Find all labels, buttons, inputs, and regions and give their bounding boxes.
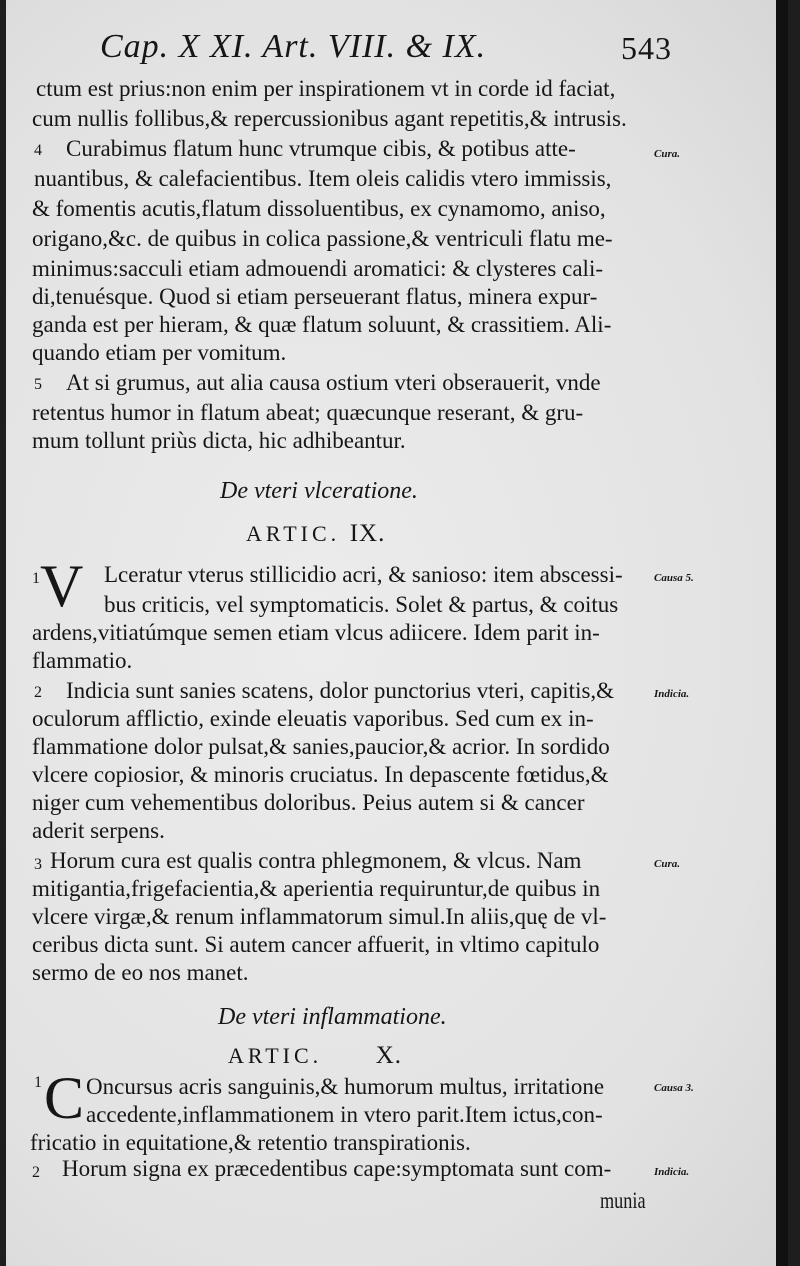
text-line: quando etiam per vomitum.	[32, 340, 287, 365]
text-line: Lceratur vterus stillicidio acri, & sanioso: item abscessi-	[104, 562, 623, 587]
paragraph-number: 1	[32, 570, 40, 587]
text-line: mitigantia,frigefacientia,& aperientia requiruntur,de quibus in	[32, 876, 601, 901]
text-line: origano,&c. de quibus in colica passione,& ventriculi flatu me-	[32, 226, 613, 251]
article-number: IX.	[349, 520, 386, 547]
margin-note: Causa 5.	[654, 572, 694, 584]
paragraph-number: 2	[34, 684, 42, 701]
paragraph-number: 3	[34, 856, 42, 873]
text-line: ganda est per hieram, & quæ flatum soluunt, & crassitiem. Ali-	[32, 312, 612, 337]
margin-note: Cura.	[654, 858, 680, 870]
text-line: vlcere copiosior, & minoris cruciatus. In depascente fœtidus,&	[32, 762, 609, 787]
text-line: niger cum vehementibus doloribus. Peius autem si & cancer	[32, 790, 585, 815]
catchword: munia	[600, 1188, 646, 1213]
margin-note: Causa 3.	[654, 1082, 694, 1094]
text-line: di,tenuésque. Quod si etiam perseuerant flatus, minera expur-	[32, 284, 598, 309]
text-line: flammatione dolor pulsat,& sanies,paucior,& acrior. In sordido	[32, 734, 610, 759]
section-heading: De vteri inflammatione.	[218, 1004, 447, 1030]
paragraph-number: 2	[32, 1164, 40, 1181]
paragraph-number: 4	[34, 142, 42, 159]
running-header	[100, 28, 670, 66]
text-line: ceribus dicta sunt. Si autem cancer affuerit, in vltimo capitulo	[32, 932, 600, 957]
article-label: ARTIC.	[246, 521, 341, 546]
text-line: Indicia sunt sanies scatens, dolor punctorius vteri, capitis,&	[66, 678, 615, 703]
text-line: nuantibus, & calefacientibus. Item oleis calidis vtero immissis,	[34, 166, 612, 191]
article-heading	[246, 520, 385, 548]
drop-cap: C	[44, 1065, 85, 1131]
paragraph-number: 1	[34, 1074, 42, 1091]
text-line: flammatio.	[32, 648, 133, 673]
paragraph-number: 5	[34, 376, 42, 393]
text-line: vlcere virgæ,& renum inflammatorum simul.In aliis,quę de vl-	[32, 904, 607, 929]
text-line: bus criticis, vel symptomaticis. Solet & partus, & coitus	[104, 592, 619, 617]
text-line: accedente,inflammationem in vtero parit.Item ictus,con-	[86, 1102, 603, 1127]
book-page	[6, 0, 788, 1266]
article-heading	[228, 1042, 402, 1070]
text-line: retentus humor in flatum abeat; quæcunque reserant, & gru-	[32, 400, 584, 425]
text-line: At si grumus, aut alia causa ostium vteri obserauerit, vnde	[66, 370, 601, 395]
text-line: aderit serpens.	[32, 818, 165, 843]
text-line: cum nullis follibus,& repercussionibus agant repetitis,& intrusis.	[32, 106, 627, 131]
text-line: Horum signa ex præcedentibus cape:symptomata sunt com-	[62, 1156, 612, 1181]
drop-cap: V	[40, 553, 84, 619]
page-edge-shadow	[776, 0, 788, 1266]
article-number: X.	[375, 1042, 402, 1069]
text-line: fricatio in equitatione,& retentio transpirationis.	[30, 1130, 471, 1155]
text-line: oculorum afflictio, exinde eleuatis vaporibus. Sed cum ex in-	[32, 706, 594, 731]
text-line: ardens,vitiatúmque semen etiam vlcus adiicere. Idem parit in-	[32, 620, 600, 645]
text-line: minimus:sacculi etiam admouendi aromatici: & clysteres cali-	[32, 256, 603, 281]
page-number: 543	[621, 30, 672, 66]
section-heading: De vteri vlceratione.	[220, 478, 418, 504]
text-line: & fomentis acutis,flatum dissoluentibus, ex cynamomo, aniso,	[32, 196, 606, 221]
text-line: mum tollunt priùs dicta, hic adhibeantur.	[32, 428, 406, 453]
text-line: Horum cura est qualis contra phlegmonem, & vlcus. Nam	[50, 848, 582, 873]
show-through-text	[336, 338, 341, 361]
margin-note: Cura.	[654, 148, 680, 160]
running-title: Cap. X XI. Art. VIII. & IX.	[100, 28, 487, 65]
margin-note: Indicia.	[654, 1166, 690, 1178]
margin-note: Indicia.	[654, 688, 690, 700]
text-line: Oncursus acris sanguinis,& humorum multus, irritatione	[86, 1074, 605, 1099]
text-line: sermo de eo nos manet.	[32, 960, 249, 985]
text-line: Curabimus flatum hunc vtrumque cibis, & potibus atte-	[66, 136, 576, 161]
text-line: ctum est prius:non enim per inspirationem vt in corde id faciat,	[36, 76, 616, 101]
article-label: ARTIC.	[228, 1043, 323, 1068]
